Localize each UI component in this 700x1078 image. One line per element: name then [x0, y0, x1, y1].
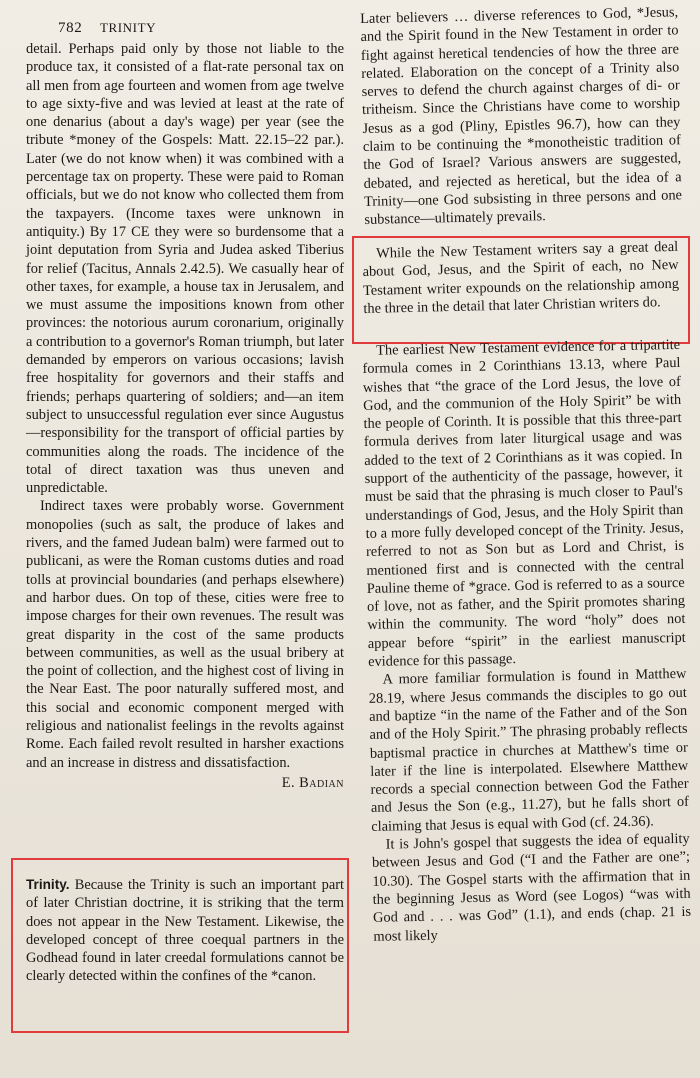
left-column: [26, 40, 344, 792]
right-paragraph-3: The earliest New Testament evidence for a tripartite formula comes in 2 Corinthians 13.13, where Paul wishes that “the grace of the Lord Jesus, the love of God, and the communion of the Holy Spirit” be with the people of Corinth. It is possible that this three-part formula derives from later liturgical usage and was added to the text of 2 Corinthians as it was copied. In support of the authenticity of the passage, however, it must be said that the phrasing is much closer to Paul's understandings of God, Jesus, and the Holy Spirit than to a more fully developed concept of the Trinity. Jesus, referred to not as Son but as Lord and Christ, is mentioned first and is connected with the central Pauline theme of *grace. God is referred to as a source of love, not as father, and the Spirit promotes sharing within the community. The word “holy” does not appear before “spirit” in the earliest manuscript evidence for this passage.: [362, 336, 686, 670]
entry-headword: Trinity.: [26, 877, 70, 892]
highlight-box-new-testament: [352, 236, 690, 344]
right-column-top: [360, 3, 683, 235]
running-head: [58, 20, 156, 37]
page-number: 782: [58, 20, 83, 36]
highlighted-paragraph-text: While the New Testament writers say a great deal about God, Jesus, and the Spirit of each, no New Testament writer expounds on the relationship among the three in the detail that later Christian writers do.: [362, 238, 680, 317]
left-paragraph-1: detail. Perhaps paid only by those not liable to the produce tax, it consisted of a flat-rate personal tax on all men from age fourteen and women from age twelve to age sixty-five and was levied at least at the rate of one denarius (about a day's wage) per year (see the tribute *money of the Gospels: Matt. 22.15–22 par.). Later (we do not know when) it was combined with a percentage tax on property. These were paid to Roman officials, but we do not know who collected them from the taxpayers. (Income taxes were unknown in antiquity.) By 17 CE they were so burdensome that a joint deputation from Syria and Judea asked Tiberius for relief (Tacitus, Annals 2.42.5). We casually hear of other taxes, for example, a house tax in Jerusalem, and we must assume the impositions known from other provinces: the notorious aurum coronarium, originally a contribution to a governor's Roman triumph, but later demanded by emperors on various occasions; lavish free hospitality for governors and their staffs and friends; perhaps quartering of soldiers; and—an item subject to unsuccessful regulation ever since Augustus—responsibility for the transport of official parties by communities along the roads. The incidence of the total of direct taxation was thus uneven and unpredictable.: [26, 41, 344, 497]
running-title: TRINITY: [99, 20, 157, 35]
entry-text: Because the Trinity is such an important part of later Christian doctrine, it is striking that the term does not appear in the New Testament. Likewise, the developed concept of three coequal partners in the Godhead found in later creedal formulations cannot be clearly detected within the confines of the *canon.: [26, 877, 344, 985]
right-column-lower: [362, 336, 692, 946]
right-paragraph-1: Later believers … diverse references to God, *Jesus, and the Spirit found in the New Testament in order to fight against heretical tendencies of how the three are related. Elaboration on the concept of a Trinity also serves to defend the church against charges of di- or tritheism. Since the Christians have come to worship Jesus as a god (Pliny, Epistles 96.7), how can they claim to be continuing the *monotheistic tradition of the God of Israel? Various answers are suggested, debated, and rejected as heretical, but the idea of a Trinity—one God subsisting in three persons and one substance—ultimately prevails.: [360, 4, 683, 229]
author-signature: E. Badian: [281, 774, 344, 791]
right-paragraph-4: A more familiar formulation is found in Matthew 28.19, where Jesus commands the disciples to go out and baptize “in the name of the Father and of the Son and of the Holy Spirit.” The phrasing probably reflects baptismal practice in churches at Matthew's time or later if the line is interpolated. Elsewhere Matthew records a special connection between God the Father and Jesus the Son (e.g., 11.27), but he falls short of claiming that Jesus is equal with God (cf. 24.36).: [368, 666, 690, 835]
left-paragraph-2: Indirect taxes were probably worse. Government monopolies (such as salt, the produce of lakes and rivers, and the famed Judean balm) were farmed out to publicani, as were the Roman customs duties and road tolls at provincial boundaries (and perhaps elsewhere) and harbor dues. On top of these, cities were free to impose charges for their own revenues. The result was great disparity in the cost of the same products between communities, as well as the usual bribery at the point of collection, and the highest cost of living in the Near East. The poor naturally suffered most, and this social and economic component merged with religious and nationalist feelings in the revolts against Rome. Each failed revolt resulted in harsher exactions and an increase in distress and dissatisfaction.: [26, 498, 344, 771]
right-paragraph-5: It is John's gospel that suggests the idea of equality between Jesus and God (“I and the Father are one”; 10.30). The Gospel starts with the affirmation that in the beginning Jesus as Word (see Logos) “was with God and . . . was God” (1.1), and ends (chap. 21 is most likely: [371, 830, 692, 945]
highlight-box-trinity-entry: [11, 858, 349, 1033]
